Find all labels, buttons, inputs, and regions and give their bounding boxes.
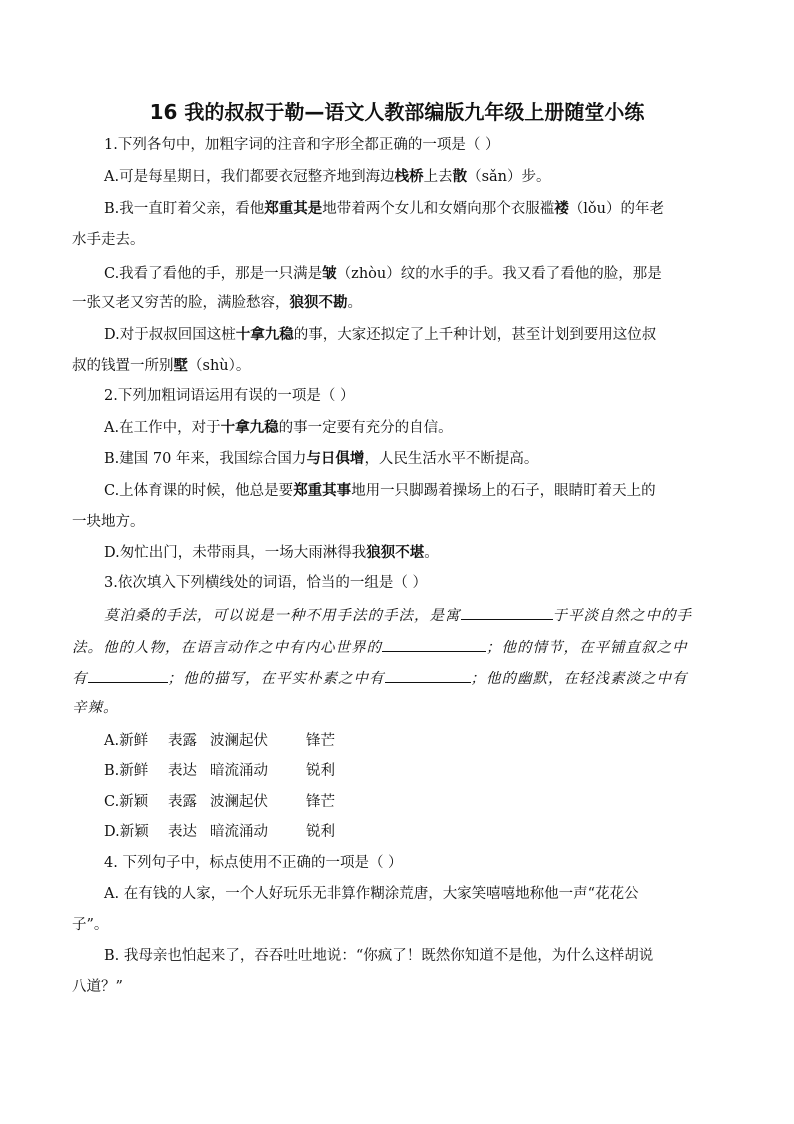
fill-blank-1	[461, 605, 553, 620]
question-1-option-b-continued: 水手走去。	[72, 232, 145, 248]
question-1-option-c-continued: 一张又老又穷苦的脸，满脸愁容，狼狈不勘。	[72, 294, 362, 311]
question-4-option-b-continued: 八道？”	[72, 979, 123, 995]
question-3-option-d: D.新颖 表达 暗流涌动 锐利	[104, 824, 335, 840]
fill-blank-3	[88, 668, 168, 683]
question-1-option-d-continued: 叔的钱置一所别墅（shù）。	[72, 357, 251, 374]
question-3-option-b: B.新鲜 表达 暗流涌动 锐利	[104, 763, 335, 779]
page-title: 16 我的叔叔于勒—语文人教部编版九年级上册随堂小练	[149, 100, 645, 124]
question-2-option-a: A.在工作中，对于十拿九稳的事一定要有充分的自信。	[104, 419, 453, 436]
question-1-option-b: B.我一直盯着父亲，看他郑重其是地带着两个女儿和女婿向那个衣服褴褛（lǒu）的年老	[104, 200, 664, 217]
question-2-option-b: B.建国 70 年来，我国综合国力与日俱增，人民生活水平不断提高。	[104, 450, 539, 467]
fill-blank-2	[382, 637, 486, 652]
question-4-option-a-continued: 子”。	[72, 917, 109, 933]
question-3-stem: 3.依次填入下列横线处的词语，恰当的一组是（ ）	[104, 575, 427, 591]
question-3-passage-line: 辛辣。	[72, 700, 119, 716]
question-1-option-a: A.可是每星期日，我们都要衣冠整齐地到海边栈桥上去散（sǎn）步。	[104, 168, 551, 185]
question-3-option-a: A.新鲜 表露 波澜起伏 锋芒	[104, 733, 335, 749]
question-1-option-c: C.我看了看他的手，那是一只满是皱（zhòu）纹的水手的手。我又看了看他的脸，那是	[104, 265, 662, 282]
fill-blank-4	[385, 668, 471, 683]
question-4-option-b: B. 我母亲也怕起来了，吞吞吐吐地说：“你疯了！既然你知道不是他，为什么这样胡说	[104, 948, 654, 964]
question-3-passage-line: 法。他的人物，在语言动作之中有内心世界的 ；他的情节，在平铺直叙之中	[72, 637, 732, 658]
question-2-option-d: D.匆忙出门，未带雨具，一场大雨淋得我狼狈不堪。	[104, 544, 439, 561]
question-3-passage-line: 莫泊桑的手法，可以说是一种不用手法的手法，是寓 于平淡自然之中的手	[104, 605, 764, 626]
question-1-option-d: D.对于叔叔回国这桩十拿九稳的事，大家还拟定了上千种计划，甚至计划到要用这位叔	[104, 326, 657, 343]
question-3-passage-line: 有 ；他的描写，在平实朴素之中有 ；他的幽默，在轻浅素淡之中有	[72, 668, 732, 689]
question-3-option-c: C.新颖 表露 波澜起伏 锋芒	[104, 794, 335, 810]
question-2-stem: 2.下列加粗词语运用有误的一项是（ ）	[104, 388, 355, 404]
question-4-option-a: A. 在有钱的人家，一个人好玩乐无非算作糊涂荒唐，大家笑嘻嘻地称他一声“花花公	[104, 886, 639, 902]
question-4-stem: 4. 下列句子中，标点使用不正确的一项是（ ）	[104, 855, 403, 871]
question-2-option-c: C.上体育课的时候，他总是要郑重其事地用一只脚踢着操场上的石子，眼睛盯着天上的	[104, 482, 656, 499]
question-1-stem: 1.下列各句中，加粗字词的注音和字形全都正确的一项是（ ）	[104, 137, 500, 153]
question-2-option-c-continued: 一块地方。	[72, 514, 145, 530]
